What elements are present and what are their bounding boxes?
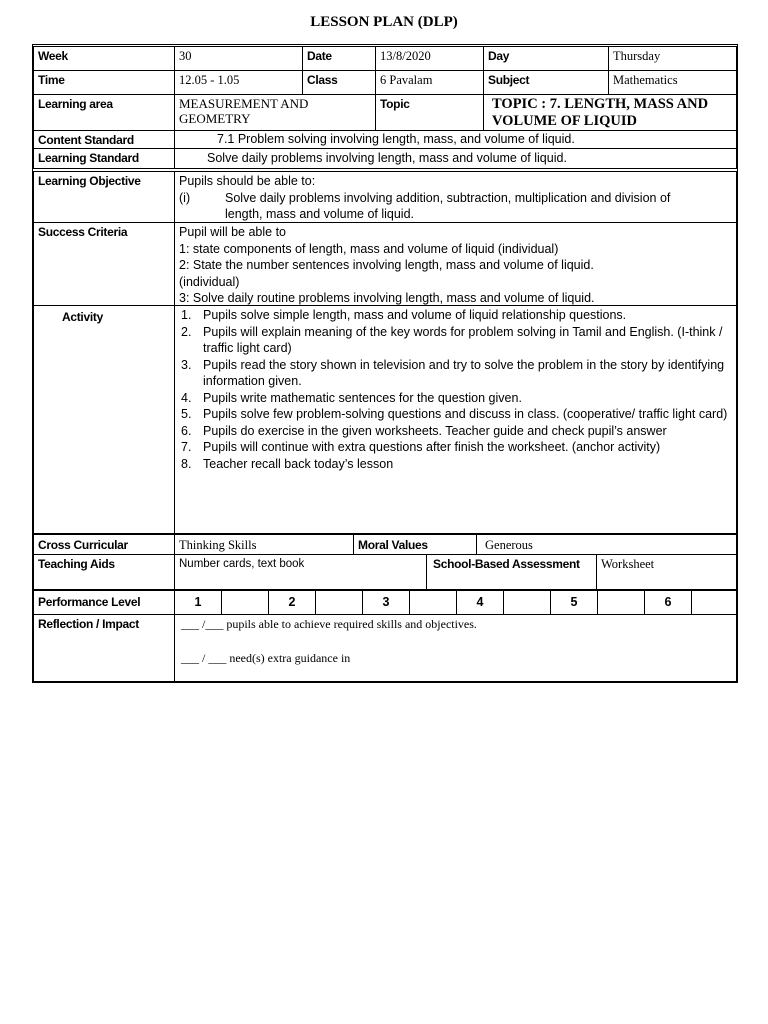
learning-area-label: Learning area	[33, 94, 175, 131]
day-label: Day	[483, 46, 609, 71]
criteria-line: 2: State the number sentences involving length, mass and volume of liquid.	[179, 258, 594, 272]
class-label: Class	[302, 70, 376, 95]
criteria-line: 1: state components of length, mass and volume of liquid (individual)	[179, 241, 559, 256]
teaching-aids-label: Teaching Aids	[33, 554, 175, 590]
level-1: 1	[174, 590, 222, 615]
learning-standard-label: Learning Standard	[33, 148, 175, 169]
success-criteria-value	[174, 222, 737, 306]
learning-objective-value: Pupils should be able to: (i) Solve daily problems involving addition, subtraction, multiplication and division of length, mass and volume of liquid.	[174, 171, 737, 223]
date-label: Date	[302, 46, 376, 71]
criteria-line: 3: Solve daily routine problems involving length, mass and volume of liquid.	[179, 291, 595, 305]
topic-label: Topic	[375, 94, 484, 131]
activity-item: 5. Pupils solve few problem-solving questions and discuss in class. (cooperative/ traffic light card)	[181, 407, 728, 421]
level-blank	[503, 590, 551, 615]
sba-value: Worksheet	[596, 554, 737, 590]
content-standard-label: Content Standard	[33, 130, 175, 149]
date-value: 13/8/2020	[375, 46, 484, 71]
time-label: Time	[33, 70, 175, 95]
learning-objective-label: Learning Objective	[33, 171, 175, 223]
criteria-line: (individual)	[179, 274, 240, 289]
week-label: Week	[33, 46, 175, 71]
activity-item: 3. Pupils read the story shown in television and try to solve the problem in the story by identifying information given.	[181, 357, 725, 388]
level-4: 4	[456, 590, 504, 615]
subject-value: Mathematics	[608, 70, 737, 95]
reflection-value: ___ /___ pupils able to achieve required skills and objectives. ___ / ___ need(s) extra guidance in	[174, 614, 737, 682]
content-standard-value: 7.1 Problem solving involving length, mass, and volume of liquid.	[174, 130, 737, 149]
moral-values-label: Moral Values	[353, 534, 477, 555]
reflection-label: Reflection / Impact	[33, 614, 175, 682]
level-5: 5	[550, 590, 598, 615]
learning-area-value: MEASUREMENT AND GEOMETRY	[174, 94, 376, 131]
topic-value: TOPIC : 7. LENGTH, MASS AND VOLUME OF LIQUID	[483, 94, 737, 131]
day-value: Thursday	[608, 46, 737, 71]
level-blank	[315, 590, 363, 615]
teaching-aids-value: Number cards, text book	[174, 554, 427, 590]
criteria-line: Pupil will be able to	[179, 225, 287, 239]
class-value: 6 Pavalam	[375, 70, 484, 95]
level-6: 6	[644, 590, 692, 615]
activity-item: 7. Pupils will continue with extra questions after finish the worksheet. (anchor activity)	[181, 440, 661, 454]
activity-item: 1. Pupils solve simple length, mass and volume of liquid relationship questions.	[181, 308, 627, 322]
level-blank	[597, 590, 645, 615]
level-blank	[221, 590, 269, 615]
performance-level-label: Performance Level	[33, 590, 175, 615]
level-blank	[691, 590, 737, 615]
subject-label: Subject	[483, 70, 609, 95]
learning-standard-value: Solve daily problems involving length, mass and volume of liquid.	[174, 148, 737, 169]
week-value: 30	[174, 46, 303, 71]
activity-item: 2. Pupils will explain meaning of the key words for problem solving in Tamil and English. (I-think / traffic light card)	[181, 324, 723, 355]
cross-curricular-value: Thinking Skills	[174, 534, 354, 555]
success-criteria-label: Success Criteria	[33, 222, 175, 306]
sba-label: School-Based Assessment	[426, 554, 597, 590]
activity-label: Activity	[33, 305, 175, 534]
time-value: 12.05 - 1.05	[174, 70, 303, 95]
level-3: 3	[362, 590, 410, 615]
moral-values-value: Generous	[476, 534, 737, 555]
level-2: 2	[268, 590, 316, 615]
cross-curricular-label: Cross Curricular	[33, 534, 175, 555]
activity-item: 8. Teacher recall back today’s lesson	[181, 456, 394, 471]
activity-value	[174, 305, 737, 534]
activity-item: 6. Pupils do exercise in the given worksheets. Teacher guide and check pupil’s answer	[181, 423, 667, 438]
activity-item: 4. Pupils write mathematic sentences for the question given.	[181, 390, 522, 405]
level-blank	[409, 590, 457, 615]
document-title: LESSON PLAN (DLP)	[310, 14, 458, 30]
